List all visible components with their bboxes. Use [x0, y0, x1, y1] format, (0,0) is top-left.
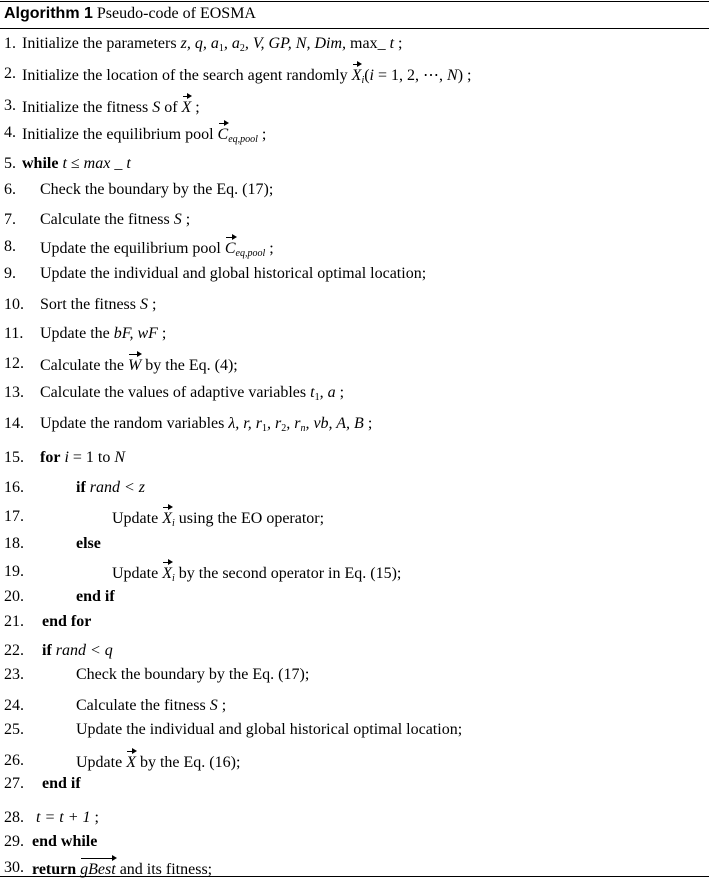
caption-label: Algorithm 1	[4, 5, 93, 22]
line-number: 28.	[4, 809, 24, 826]
vector-symbol: X	[126, 750, 136, 774]
subscript: 1	[314, 392, 320, 403]
text-run: Calculate the values of adaptive variables	[40, 384, 311, 401]
text-run: ;	[335, 384, 345, 401]
bottom-rule	[0, 876, 709, 877]
line-text	[22, 122, 266, 151]
text-run: max_	[350, 35, 390, 52]
math-symbol: N	[114, 449, 126, 466]
text-run: and its fitness;	[115, 861, 213, 878]
text-run: Sort the fitness	[40, 296, 140, 313]
math-symbol: λ, r, r	[228, 415, 262, 432]
line-number: 29.	[4, 833, 24, 850]
vector-symbol: X	[182, 95, 192, 119]
line-number: 1.	[4, 35, 16, 52]
line-number: 7.	[4, 211, 16, 228]
line-text	[40, 236, 274, 265]
math-symbol: , r	[266, 415, 282, 432]
caption-title: Pseudo-code of EOSMA	[96, 5, 256, 22]
math-symbol: t	[389, 35, 395, 52]
vector-symbol: W	[128, 353, 141, 377]
line-number: 15.	[4, 449, 24, 466]
text-run: Update the individual and global historical optimal location;	[40, 265, 427, 282]
line-text	[76, 750, 240, 774]
text-run: Calculate the fitness	[40, 211, 174, 228]
text-run: Update	[112, 510, 163, 527]
text-run: ;	[191, 99, 200, 116]
math-symbol: N	[447, 67, 458, 84]
line-text	[42, 611, 91, 633]
line-number: 18.	[4, 535, 24, 552]
line-text	[40, 382, 344, 409]
text-run: Update the	[40, 325, 114, 342]
subscript: n	[300, 423, 306, 434]
vector-symbol: X	[352, 63, 362, 87]
math-symbol: rand < q	[55, 642, 113, 659]
line-number: 27.	[4, 775, 24, 792]
line-text	[42, 640, 113, 662]
vector-symbol: gBest	[80, 857, 116, 881]
math-symbol: , vb, A, B	[305, 415, 364, 432]
math-symbol: S	[209, 697, 218, 714]
line-number: 8.	[4, 238, 16, 255]
text-run: Calculate the	[40, 357, 128, 374]
line-text	[40, 294, 156, 316]
line-text	[40, 353, 238, 377]
subscript: i	[171, 573, 175, 584]
line-text	[76, 477, 145, 499]
text-run: ;	[157, 325, 167, 342]
line-number: 13.	[4, 384, 24, 401]
line-text	[22, 153, 131, 175]
line-text	[32, 831, 97, 853]
keyword: end if	[42, 775, 81, 792]
subscript: i	[361, 75, 365, 86]
text-run: Update	[76, 754, 127, 771]
text-run: ) ;	[457, 67, 472, 84]
line-text	[112, 506, 324, 535]
subscript: 1	[261, 423, 267, 434]
line-number: 11.	[4, 325, 24, 342]
math-symbol: t = t + 1	[36, 809, 91, 826]
text-run: by the second operator in Eq. (15);	[174, 565, 402, 582]
math-symbol: , V, GP, N, Dim,	[244, 35, 351, 52]
line-text	[40, 413, 372, 440]
math-symbol: z, q, a	[180, 35, 219, 52]
math-symbol: S	[152, 99, 161, 116]
text-run: Initialize the equilibrium pool	[22, 126, 218, 143]
math-symbol: t	[310, 384, 315, 401]
line-text	[40, 209, 190, 231]
line-number: 30.	[4, 859, 24, 876]
text-run: Update the equilibrium pool	[40, 240, 225, 257]
line-text	[76, 664, 309, 686]
line-number: 25.	[4, 721, 24, 738]
subscript: 1	[218, 43, 224, 54]
vector-symbol: C	[218, 122, 229, 146]
keyword: end while	[32, 833, 98, 850]
keyword: end if	[76, 588, 115, 605]
math-symbol: , r	[286, 415, 301, 432]
math-symbol: i	[369, 67, 374, 84]
text-run: Check the boundary by the Eq. (17);	[76, 666, 310, 683]
line-text	[76, 586, 115, 608]
algorithm-caption	[4, 5, 256, 23]
line-text	[22, 63, 471, 92]
math-symbol: rand < z	[89, 479, 146, 496]
line-number: 23.	[4, 666, 24, 683]
line-text	[40, 323, 166, 345]
math-symbol: S	[140, 296, 148, 313]
line-number: 9.	[4, 265, 16, 282]
text-run: ;	[257, 126, 267, 143]
text-run: ;	[148, 296, 157, 313]
text-run: ;	[394, 35, 403, 52]
vector-symbol: X	[162, 561, 172, 585]
line-number: 21.	[4, 613, 24, 630]
text-run: by the Eq. (4);	[141, 357, 238, 374]
subscript: 2	[281, 423, 287, 434]
math-symbol: bF, wF	[113, 325, 158, 342]
line-text	[40, 447, 125, 469]
line-number: 3.	[4, 97, 16, 114]
text-run: Update the individual and global historical optimal location;	[76, 721, 463, 738]
line-text	[22, 33, 402, 60]
text-run: ;	[181, 211, 191, 228]
subscript: i	[171, 518, 175, 529]
line-number: 10.	[4, 296, 24, 313]
text-run: ;	[363, 415, 373, 432]
keyword: else	[76, 535, 101, 552]
line-number: 6.	[4, 181, 16, 198]
text-run: Initialize the location of the search agent randomly	[22, 67, 352, 84]
line-text	[32, 857, 212, 881]
line-text	[36, 807, 99, 829]
text-run: Initialize the parameters	[22, 35, 181, 52]
text-run: using the EO operator;	[174, 510, 325, 527]
line-number: 2.	[4, 65, 16, 82]
line-text	[76, 719, 462, 741]
line-number: 26.	[4, 752, 24, 769]
text-run: = 1, 2, ⋯,	[374, 67, 448, 84]
line-number: 14.	[4, 415, 24, 432]
line-text	[40, 263, 426, 285]
text-run: Check the boundary by the Eq. (17);	[40, 181, 274, 198]
subscript: eq,pool	[235, 248, 266, 259]
keyword: return	[32, 861, 77, 878]
line-number: 5.	[4, 155, 16, 172]
keyword: if	[42, 642, 52, 659]
line-number: 16.	[4, 479, 24, 496]
vector-symbol: C	[225, 236, 236, 260]
line-text	[112, 561, 401, 590]
line-number: 4.	[4, 124, 16, 141]
text-run: (	[364, 67, 370, 84]
text-run: Calculate the fitness	[76, 697, 210, 714]
text-run: of	[160, 99, 182, 116]
header-rule	[0, 28, 709, 29]
line-number: 24.	[4, 697, 24, 714]
math-symbol: , a	[223, 35, 240, 52]
line-text	[40, 179, 273, 201]
text-run: by the Eq. (16);	[135, 754, 241, 771]
top-rule	[0, 1, 709, 2]
line-text	[22, 95, 200, 119]
text-run: Update the random variables	[40, 415, 229, 432]
text-run: ;	[90, 809, 99, 826]
line-number: 12.	[4, 355, 24, 372]
line-text	[76, 533, 101, 555]
text-run: Initialize the fitness	[22, 99, 153, 116]
text-run: ;	[217, 697, 227, 714]
math-symbol: t ≤ max _ t	[62, 155, 131, 172]
math-symbol: i	[64, 449, 69, 466]
math-symbol: , a	[319, 384, 336, 401]
line-number: 17.	[4, 508, 24, 525]
text-run: Update	[112, 565, 163, 582]
line-number: 20.	[4, 588, 24, 605]
keyword: while	[22, 155, 59, 172]
math-symbol: S	[173, 211, 182, 228]
line-text	[42, 773, 81, 795]
keyword: if	[76, 479, 86, 496]
keyword: for	[40, 449, 61, 466]
vector-symbol: X	[162, 506, 172, 530]
keyword: end for	[42, 613, 92, 630]
line-text	[76, 695, 226, 717]
subscript: 2	[239, 43, 245, 54]
line-number: 19.	[4, 563, 24, 580]
text-run: = 1 to	[68, 449, 115, 466]
line-number: 22.	[4, 642, 24, 659]
subscript: eq,pool	[228, 134, 258, 145]
text-run: ;	[265, 240, 274, 257]
